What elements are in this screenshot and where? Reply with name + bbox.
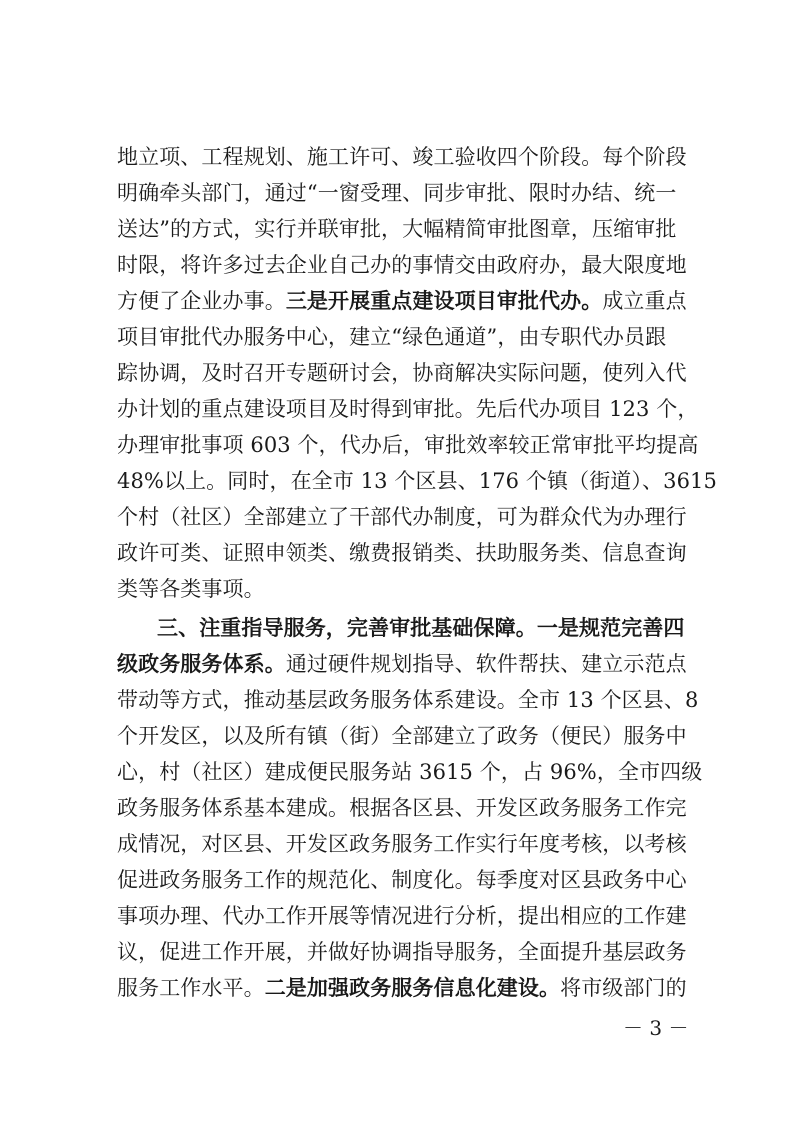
text-run: 成立重点 bbox=[602, 289, 687, 313]
text-run: 地立项、工程规划、施工许可、竣工验收四个阶段。每个阶段 bbox=[117, 145, 687, 169]
text-line bbox=[117, 832, 687, 856]
text-run: 议，促进工作开展，并做好协调指导服务，全面提升基层政务 bbox=[117, 940, 687, 964]
section-heading: 三、注重指导服务，完善审批基础保障。 bbox=[157, 615, 537, 640]
text-run: 方便了企业办事。 bbox=[117, 289, 286, 313]
text-run: 政务服务体系基本建成。根据各区县、开发区政务服务工作完 bbox=[117, 796, 687, 820]
text-line bbox=[117, 469, 717, 493]
text-run: 办计划的重点建设项目及时得到审批。先后代办项目 123 个， bbox=[117, 397, 699, 421]
text-run: 服务工作水平。 bbox=[117, 976, 265, 1000]
text-run: 明确牵头部门，通过“一窗受理、同步审批、限时办结、统一 bbox=[117, 181, 677, 205]
text-run: 踪协调，及时召开专题研讨会，协商解决实际问题，使列入代 bbox=[117, 361, 687, 385]
subheading-run: 二是加强政务服务信息化建设。 bbox=[264, 975, 561, 1000]
text-run: 项目审批代办服务中心，建立“绿色通道”，由专职代办员跟 bbox=[117, 325, 667, 349]
text-run: 办理审批事项 603 个，代办后，审批效率较正常审批平均提高 bbox=[117, 433, 699, 457]
text-line bbox=[117, 577, 682, 601]
text-run: 将市级部门的 bbox=[560, 976, 687, 1000]
text-line bbox=[117, 724, 687, 748]
text-line bbox=[117, 904, 687, 928]
text-line bbox=[117, 760, 703, 784]
text-run: 个开发区，以及所有镇（街）全部建立了政务（便民）服务中 bbox=[117, 724, 687, 748]
text-line bbox=[117, 145, 687, 169]
text-line bbox=[117, 688, 699, 712]
text-run: 带动等方式，推动基层政务服务体系建设。全市 13 个区县、8 bbox=[117, 688, 699, 712]
text-run: 心，村（社区）建成便民服务站 3615 个，占 96%，全市四级 bbox=[117, 760, 703, 784]
page-number: － 3 － bbox=[623, 1016, 689, 1040]
text-run: 类等各类事项。 bbox=[117, 577, 265, 601]
text-line bbox=[117, 541, 687, 565]
subheading-run: 级政务服务体系。 bbox=[117, 651, 286, 676]
text-run: 个村（社区）全部建立了干部代办制度，可为群众代为办理行 bbox=[117, 505, 687, 529]
text-line bbox=[117, 288, 687, 313]
text-run: 成情况，对区县、开发区政务服务工作实行年度考核，以考核 bbox=[117, 832, 687, 856]
text-line bbox=[117, 181, 682, 205]
text-run: 送达”的方式，实行并联审批，大幅精简审批图章，压缩审批 bbox=[117, 217, 677, 241]
text-line bbox=[117, 253, 687, 277]
text-line bbox=[117, 975, 687, 1000]
text-run: 事项办理、代办工作开展等情况进行分析，提出相应的工作建 bbox=[117, 904, 687, 928]
text-line bbox=[117, 796, 687, 820]
text-line bbox=[117, 397, 699, 421]
text-run: 时限，将许多过去企业自己办的事情交由政府办，最大限度地 bbox=[117, 253, 687, 277]
text-run: 政许可类、证照申领类、缴费报销类、扶助服务类、信息查询 bbox=[117, 541, 687, 565]
text-line bbox=[117, 651, 687, 676]
text-line bbox=[117, 868, 687, 892]
text-line bbox=[117, 433, 699, 457]
text-line bbox=[117, 940, 687, 964]
text-line bbox=[117, 325, 682, 349]
text-line bbox=[117, 217, 682, 241]
subheading-run: 三是开展重点建设项目审批代办。 bbox=[285, 288, 603, 313]
text-line bbox=[117, 505, 687, 529]
text-run: 48%以上。同时，在全市 13 个区县、176 个镇（街道）、3615 bbox=[117, 469, 717, 493]
section-heading-line bbox=[157, 616, 722, 640]
text-run: 促进政务服务工作的规范化、制度化。每季度对区县政务中心 bbox=[117, 868, 687, 892]
text-line bbox=[117, 361, 687, 385]
text-run: 通过硬件规划指导、软件帮扶、建立示范点 bbox=[285, 652, 687, 676]
subheading-run: 一是规范完善四 bbox=[536, 615, 685, 640]
